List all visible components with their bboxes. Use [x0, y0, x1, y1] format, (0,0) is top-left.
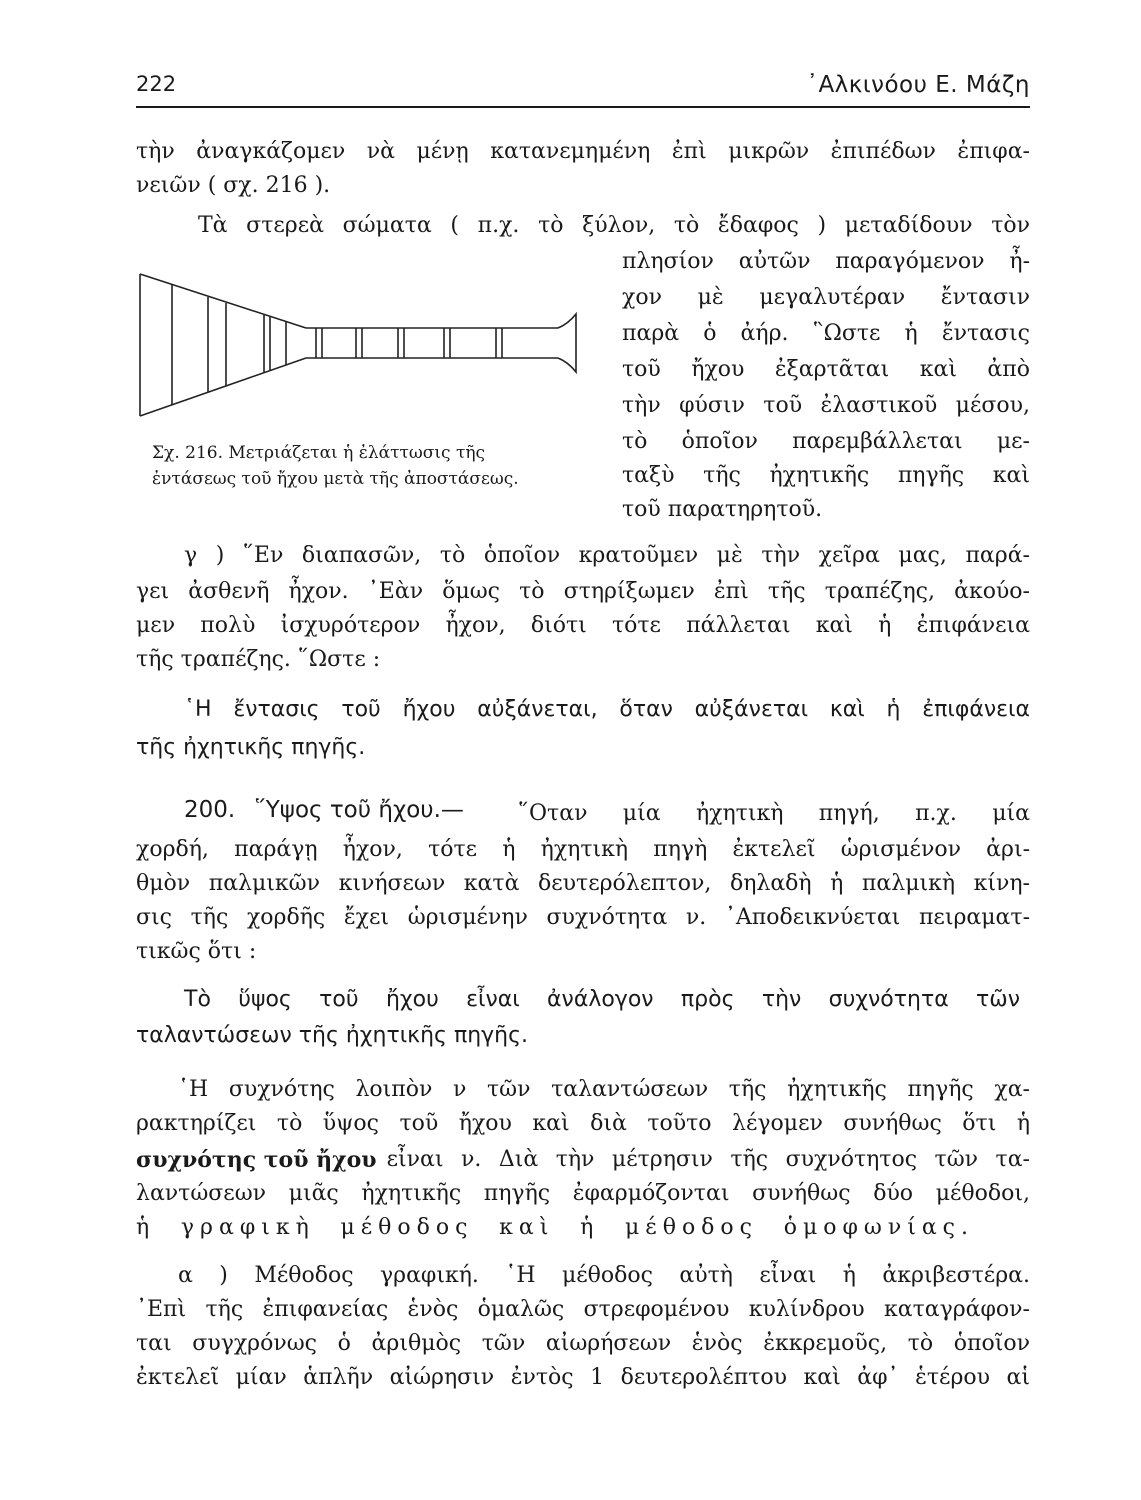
text-line: τικῶς ὅτι : — [136, 939, 257, 964]
text-line: τῆς τραπέζης. ῞Ωστε : — [136, 647, 381, 672]
rule-statement: ῾Η ἔντασις τοῦ ἤχου αὐξάνεται, ὅταν αὐξάνεται καὶ ἡ ἐπιφάνεια — [184, 697, 1030, 722]
text-line: θμὸν παλμικῶν κινήσεων κατὰ δευτερόλεπτον, δηλαδὴ ἡ παλμικὴ κίνη- — [136, 871, 1030, 896]
earpiece — [558, 314, 576, 372]
horn-figure — [136, 268, 596, 428]
running-title: ᾿Αλκινόου Ε. Μάζη — [806, 72, 1030, 98]
text-line: ται συγχρόνως ὁ ἀριθμὸς τῶν αἰωρήσεων ἑνὸς ἐκκρεμοῦς, τὸ ὁποῖον — [136, 1331, 1030, 1356]
text-line: τοῦ ἤχου ἐξαρτᾶται καὶ ἀπὸ — [622, 357, 1030, 382]
rule-statement: Τὸ ὕψος τοῦ ἤχου εἶναι ἀνάλογον πρὸς τὴν συχνότητα τῶν — [184, 987, 1020, 1012]
text-line: ταξὺ τῆς ἠχητικῆς πηγῆς καὶ — [622, 463, 1030, 488]
text-line: ρακτηρίζει τὸ ὕψος τοῦ ἤχου καὶ διὰ τοῦτο λέγομεν συνήθως ὅτι ἡ — [136, 1111, 1030, 1136]
text-span: εἶναι ν. Διὰ τὴν μέτρησιν τῆς συχνότητος τῶν τα- — [386, 1147, 1030, 1172]
figure-caption: Σχ. 216. Μετριάζεται ἡ ἐλάττωσις τῆς — [152, 443, 486, 463]
text-line: τὴν φύσιν τοῦ ἐλαστικοῦ μέσου, — [622, 393, 1030, 418]
text-line: ῾Η συχνότης λοιπὸν ν τῶν ταλαντώσεων τῆς ἠχητικῆς πηγῆς χα- — [178, 1077, 1030, 1102]
text-line: χον μὲ μεγαλυτέραν ἔντασιν — [622, 285, 1030, 310]
text-line: α ) Μέθοδος γραφική. ῾Η μέθοδος αὐτὴ εἶναι ἡ ἀκριβεστέρα. — [178, 1263, 1030, 1288]
section-heading — [184, 796, 464, 825]
text-line: Τὰ στερεὰ σώματα ( π.χ. τὸ ξύλον, τὸ ἔδαφος ) μεταδίδουν τὸν — [198, 213, 1030, 238]
text-line: ῞Οταν μία ἠχητικὴ πηγή, π.χ. μία — [518, 801, 1030, 826]
text-line: τοῦ παρατηρητοῦ. — [622, 497, 823, 522]
page-header — [136, 70, 1030, 108]
text-line: μεν πολὺ ἰσχυρότερον ἦχον, διότι τότε πάλλεται καὶ ἡ ἐπιφάνεια — [136, 613, 1030, 638]
text-line: ᾿Επὶ τῆς ἐπιφανείας ἑνὸς ὁμαλῶς στρεφομένου κυλίνδρου καταγράφον- — [136, 1297, 1030, 1322]
bold-term: συχνότης τοῦ ἤχου — [136, 1147, 377, 1173]
section-number: 200. — [184, 797, 236, 823]
figure-caption: ἐντάσεως τοῦ ἤχου μετὰ τῆς ἀποστάσεως. — [152, 469, 519, 489]
rule-statement: τῆς ἠχητικῆς πηγῆς. — [136, 735, 366, 760]
horn-bottom-flare — [140, 358, 306, 416]
section-title: ῞Υψος τοῦ ἤχου.— — [254, 797, 464, 823]
text-line — [136, 1146, 1030, 1174]
text-line: χορδή, παράγῃ ἦχον, τότε ἡ ἠχητικὴ πηγὴ ἐκτελεῖ ὡρισμένον ἀρι- — [136, 837, 1030, 862]
text-line: παρὰ ὁ ἀήρ. ῝Ωστε ἡ ἔντασις — [622, 321, 1030, 346]
text-line: τὴν ἀναγκάζομεν νὰ μένῃ κατανεμημένη ἐπὶ μικρῶν ἐπιπέδων ἐπιφα- — [136, 139, 1030, 164]
rule-statement: ταλαντώσεων τῆς ἠχητικῆς πηγῆς. — [136, 1023, 529, 1048]
page-number: 222 — [136, 72, 177, 96]
text-line: λαντώσεων μιᾶς ἠχητικῆς πηγῆς ἐφαρμόζονται συνήθως δύο μέθοδοι, — [136, 1181, 1030, 1206]
text-line: ἐκτελεῖ μίαν ἁπλῆν αἰώρησιν ἐντὸς 1 δευτερολέπτου καὶ ἀφ᾿ ἑτέρου αἱ — [136, 1365, 1030, 1390]
text-line: σις τῆς χορδῆς ἔχει ὡρισμένην συχνότητα ν. ᾿Αποδεικνύεται πειραματ- — [136, 905, 1030, 930]
text-line: νειῶν ( σχ. 216 ). — [136, 173, 331, 198]
horn-top-flare — [140, 274, 306, 328]
text-line: τὸ ὁποῖον παρεμβάλλεται με- — [622, 429, 1030, 454]
text-line: γει ἀσθενῆ ἦχον. ᾿Εὰν ὅμως τὸ στηρίξωμεν ἐπὶ τῆς τραπέζης, ἀκούο- — [136, 579, 1030, 604]
text-line: ἡ γραφικὴ μέθοδος καὶ ἡ μέθοδος ὁμοφωνίας. — [136, 1215, 974, 1240]
text-line: γ ) ῞Εν διαπασῶν, τὸ ὁποῖον κρατοῦμεν μὲ τὴν χεῖρα μας, παρά- — [184, 543, 1030, 568]
text-line: πλησίον αὐτῶν παραγόμενον ἦ- — [622, 249, 1030, 274]
